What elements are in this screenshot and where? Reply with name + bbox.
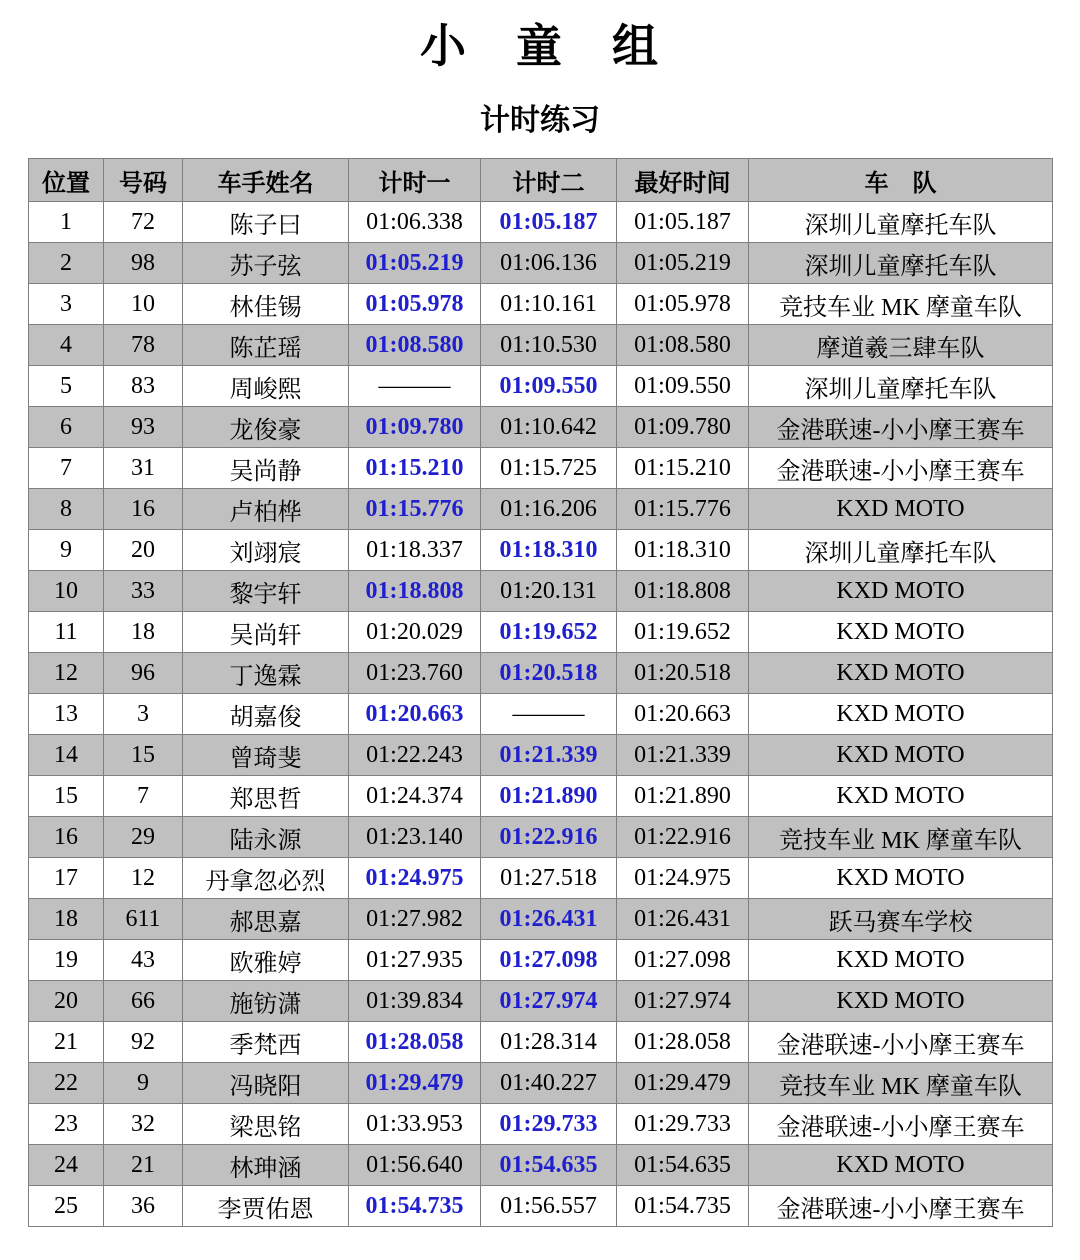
table-row [29, 571, 1053, 612]
cell-time1: 01:23.760 [349, 653, 481, 694]
table-row [29, 858, 1053, 899]
cell-best-time: 01:18.310 [617, 530, 749, 571]
cell-number: 78 [104, 325, 183, 366]
cell-position: 13 [29, 694, 104, 735]
column-header-best-time: 最好时间 [617, 159, 749, 202]
cell-number: 3 [104, 694, 183, 735]
cell-best-time: 01:22.916 [617, 817, 749, 858]
cell-position: 7 [29, 448, 104, 489]
cell-time2: 01:54.635 [481, 1145, 617, 1186]
cell-rider-name: 林珅涵 [183, 1145, 349, 1186]
cell-time2: 01:10.530 [481, 325, 617, 366]
timing-results-table [28, 158, 1053, 1227]
cell-position: 21 [29, 1022, 104, 1063]
cell-time1: 01:54.735 [349, 1186, 481, 1227]
cell-rider-name: 梁思铭 [183, 1104, 349, 1145]
cell-time2: 01:26.431 [481, 899, 617, 940]
cell-number: 31 [104, 448, 183, 489]
cell-best-time: 01:05.978 [617, 284, 749, 325]
table-row [29, 407, 1053, 448]
cell-rider-name: 丁逸霖 [183, 653, 349, 694]
cell-time2: 01:28.314 [481, 1022, 617, 1063]
cell-best-time: 01:15.776 [617, 489, 749, 530]
table-row [29, 776, 1053, 817]
cell-position: 22 [29, 1063, 104, 1104]
cell-position: 25 [29, 1186, 104, 1227]
cell-time1: 01:24.975 [349, 858, 481, 899]
cell-best-time: 01:15.210 [617, 448, 749, 489]
table-row [29, 243, 1053, 284]
cell-team: 金港联速-小小摩王赛车 [749, 448, 1053, 489]
cell-best-time: 01:27.974 [617, 981, 749, 1022]
cell-rider-name: 吴尚轩 [183, 612, 349, 653]
cell-best-time: 01:09.780 [617, 407, 749, 448]
cell-number: 18 [104, 612, 183, 653]
cell-number: 98 [104, 243, 183, 284]
cell-team: KXD MOTO [749, 981, 1053, 1022]
cell-time1: 01:15.776 [349, 489, 481, 530]
cell-team: KXD MOTO [749, 489, 1053, 530]
cell-time1: 01:29.479 [349, 1063, 481, 1104]
cell-number: 29 [104, 817, 183, 858]
cell-best-time: 01:18.808 [617, 571, 749, 612]
cell-time1: ——— [349, 366, 481, 407]
cell-team: 深圳儿童摩托车队 [749, 530, 1053, 571]
page-title: 小 童 组 [420, 21, 660, 72]
cell-position: 3 [29, 284, 104, 325]
cell-time1: 01:24.374 [349, 776, 481, 817]
cell-number: 92 [104, 1022, 183, 1063]
cell-rider-name: 龙俊豪 [183, 407, 349, 448]
cell-time1: 01:08.580 [349, 325, 481, 366]
table-row [29, 612, 1053, 653]
cell-number: 66 [104, 981, 183, 1022]
cell-team: 深圳儿童摩托车队 [749, 243, 1053, 284]
cell-number: 72 [104, 202, 183, 243]
cell-team: 摩道羲三肆车队 [749, 325, 1053, 366]
cell-time2: 01:40.227 [481, 1063, 617, 1104]
cell-time2: 01:21.339 [481, 735, 617, 776]
table-row [29, 1104, 1053, 1145]
cell-rider-name: 吴尚静 [183, 448, 349, 489]
cell-team: 深圳儿童摩托车队 [749, 202, 1053, 243]
cell-best-time: 01:28.058 [617, 1022, 749, 1063]
table-header-row [29, 159, 1053, 202]
cell-rider-name: 季梵西 [183, 1022, 349, 1063]
cell-time2: 01:21.890 [481, 776, 617, 817]
cell-position: 17 [29, 858, 104, 899]
cell-time1: 01:23.140 [349, 817, 481, 858]
cell-time1: 01:18.337 [349, 530, 481, 571]
cell-best-time: 01:54.735 [617, 1186, 749, 1227]
cell-team: 跃马赛车学校 [749, 899, 1053, 940]
cell-best-time: 01:27.098 [617, 940, 749, 981]
table-row [29, 1063, 1053, 1104]
cell-position: 20 [29, 981, 104, 1022]
cell-best-time: 01:20.663 [617, 694, 749, 735]
cell-number: 32 [104, 1104, 183, 1145]
cell-position: 18 [29, 899, 104, 940]
cell-rider-name: 陈芷瑶 [183, 325, 349, 366]
cell-team: 深圳儿童摩托车队 [749, 366, 1053, 407]
cell-position: 15 [29, 776, 104, 817]
table-row [29, 202, 1053, 243]
cell-number: 16 [104, 489, 183, 530]
cell-number: 12 [104, 858, 183, 899]
cell-number: 611 [104, 899, 183, 940]
cell-best-time: 01:54.635 [617, 1145, 749, 1186]
cell-rider-name: 刘翊宸 [183, 530, 349, 571]
table-row [29, 653, 1053, 694]
table-row [29, 1145, 1053, 1186]
cell-time1: 01:18.808 [349, 571, 481, 612]
cell-time1: 01:39.834 [349, 981, 481, 1022]
cell-best-time: 01:09.550 [617, 366, 749, 407]
cell-team: 金港联速-小小摩王赛车 [749, 407, 1053, 448]
cell-number: 93 [104, 407, 183, 448]
table-row [29, 899, 1053, 940]
cell-position: 5 [29, 366, 104, 407]
results-page [0, 20, 1080, 1227]
table-row [29, 489, 1053, 530]
cell-time1: 01:15.210 [349, 448, 481, 489]
cell-time2: 01:27.518 [481, 858, 617, 899]
cell-position: 9 [29, 530, 104, 571]
cell-time2: 01:09.550 [481, 366, 617, 407]
column-header-rider-name: 车手姓名 [183, 159, 349, 202]
cell-number: 33 [104, 571, 183, 612]
cell-team: 金港联速-小小摩王赛车 [749, 1104, 1053, 1145]
cell-rider-name: 冯晓阳 [183, 1063, 349, 1104]
table-row [29, 694, 1053, 735]
cell-position: 10 [29, 571, 104, 612]
cell-team: 金港联速-小小摩王赛车 [749, 1022, 1053, 1063]
cell-time1: 01:33.953 [349, 1104, 481, 1145]
cell-best-time: 01:29.733 [617, 1104, 749, 1145]
cell-time2: 01:20.518 [481, 653, 617, 694]
column-header-time2: 计时二 [481, 159, 617, 202]
cell-position: 16 [29, 817, 104, 858]
cell-time1: 01:28.058 [349, 1022, 481, 1063]
table-row [29, 1186, 1053, 1227]
cell-position: 23 [29, 1104, 104, 1145]
cell-position: 11 [29, 612, 104, 653]
cell-time2: 01:29.733 [481, 1104, 617, 1145]
cell-time2: 01:18.310 [481, 530, 617, 571]
cell-rider-name: 苏子弦 [183, 243, 349, 284]
cell-time1: 01:06.338 [349, 202, 481, 243]
cell-time2: 01:10.642 [481, 407, 617, 448]
cell-team: KXD MOTO [749, 1145, 1053, 1186]
cell-time2: 01:19.652 [481, 612, 617, 653]
table-row [29, 981, 1053, 1022]
cell-team: KXD MOTO [749, 858, 1053, 899]
cell-team: KXD MOTO [749, 612, 1053, 653]
cell-position: 4 [29, 325, 104, 366]
cell-rider-name: 黎宇轩 [183, 571, 349, 612]
cell-position: 24 [29, 1145, 104, 1186]
cell-number: 10 [104, 284, 183, 325]
cell-rider-name: 陆永源 [183, 817, 349, 858]
cell-team: 竞技车业 MK 摩童车队 [749, 817, 1053, 858]
cell-number: 7 [104, 776, 183, 817]
cell-position: 8 [29, 489, 104, 530]
table-row [29, 940, 1053, 981]
cell-time1: 01:56.640 [349, 1145, 481, 1186]
cell-rider-name: 曾琦斐 [183, 735, 349, 776]
cell-best-time: 01:08.580 [617, 325, 749, 366]
cell-time2: 01:22.916 [481, 817, 617, 858]
column-header-position: 位置 [29, 159, 104, 202]
cell-team: KXD MOTO [749, 571, 1053, 612]
cell-number: 36 [104, 1186, 183, 1227]
cell-time1: 01:05.219 [349, 243, 481, 284]
cell-time2: 01:27.974 [481, 981, 617, 1022]
cell-number: 21 [104, 1145, 183, 1186]
table-row [29, 284, 1053, 325]
cell-best-time: 01:21.890 [617, 776, 749, 817]
cell-best-time: 01:05.219 [617, 243, 749, 284]
cell-number: 83 [104, 366, 183, 407]
cell-rider-name: 李贾佑恩 [183, 1186, 349, 1227]
cell-team: KXD MOTO [749, 694, 1053, 735]
table-row [29, 325, 1053, 366]
cell-best-time: 01:19.652 [617, 612, 749, 653]
cell-best-time: 01:21.339 [617, 735, 749, 776]
cell-number: 9 [104, 1063, 183, 1104]
cell-time1: 01:20.663 [349, 694, 481, 735]
cell-team: KXD MOTO [749, 776, 1053, 817]
cell-time2: 01:05.187 [481, 202, 617, 243]
table-row [29, 448, 1053, 489]
cell-number: 96 [104, 653, 183, 694]
cell-rider-name: 郝思嘉 [183, 899, 349, 940]
table-row [29, 1022, 1053, 1063]
cell-rider-name: 丹拿忽必烈 [183, 858, 349, 899]
cell-number: 43 [104, 940, 183, 981]
cell-time2: ——— [481, 694, 617, 735]
cell-position: 14 [29, 735, 104, 776]
cell-time2: 01:56.557 [481, 1186, 617, 1227]
cell-position: 1 [29, 202, 104, 243]
cell-time2: 01:16.206 [481, 489, 617, 530]
cell-best-time: 01:29.479 [617, 1063, 749, 1104]
cell-time1: 01:22.243 [349, 735, 481, 776]
cell-team: KXD MOTO [749, 940, 1053, 981]
cell-position: 6 [29, 407, 104, 448]
cell-team: 金港联速-小小摩王赛车 [749, 1186, 1053, 1227]
table-row [29, 817, 1053, 858]
page-subtitle: 计时练习 [480, 104, 600, 137]
table-row [29, 735, 1053, 776]
cell-position: 19 [29, 940, 104, 981]
cell-rider-name: 施钫潇 [183, 981, 349, 1022]
cell-team: 竞技车业 MK 摩童车队 [749, 284, 1053, 325]
cell-time1: 01:27.982 [349, 899, 481, 940]
cell-team: 竞技车业 MK 摩童车队 [749, 1063, 1053, 1104]
cell-best-time: 01:20.518 [617, 653, 749, 694]
column-header-number: 号码 [104, 159, 183, 202]
cell-rider-name: 林佳锡 [183, 284, 349, 325]
cell-rider-name: 周峻熙 [183, 366, 349, 407]
cell-time1: 01:09.780 [349, 407, 481, 448]
cell-time2: 01:15.725 [481, 448, 617, 489]
cell-number: 20 [104, 530, 183, 571]
cell-rider-name: 陈子曰 [183, 202, 349, 243]
cell-number: 15 [104, 735, 183, 776]
cell-rider-name: 卢柏桦 [183, 489, 349, 530]
cell-time1: 01:27.935 [349, 940, 481, 981]
cell-time2: 01:06.136 [481, 243, 617, 284]
cell-team: KXD MOTO [749, 653, 1053, 694]
cell-best-time: 01:05.187 [617, 202, 749, 243]
column-header-team: 车 队 [749, 159, 1053, 202]
cell-team: KXD MOTO [749, 735, 1053, 776]
cell-best-time: 01:26.431 [617, 899, 749, 940]
table-row [29, 366, 1053, 407]
cell-rider-name: 胡嘉俊 [183, 694, 349, 735]
cell-time1: 01:20.029 [349, 612, 481, 653]
column-header-time1: 计时一 [349, 159, 481, 202]
cell-time2: 01:27.098 [481, 940, 617, 981]
cell-rider-name: 郑思哲 [183, 776, 349, 817]
cell-time2: 01:10.161 [481, 284, 617, 325]
cell-best-time: 01:24.975 [617, 858, 749, 899]
table-row [29, 530, 1053, 571]
cell-position: 12 [29, 653, 104, 694]
cell-position: 2 [29, 243, 104, 284]
cell-time1: 01:05.978 [349, 284, 481, 325]
cell-rider-name: 欧雅婷 [183, 940, 349, 981]
cell-time2: 01:20.131 [481, 571, 617, 612]
